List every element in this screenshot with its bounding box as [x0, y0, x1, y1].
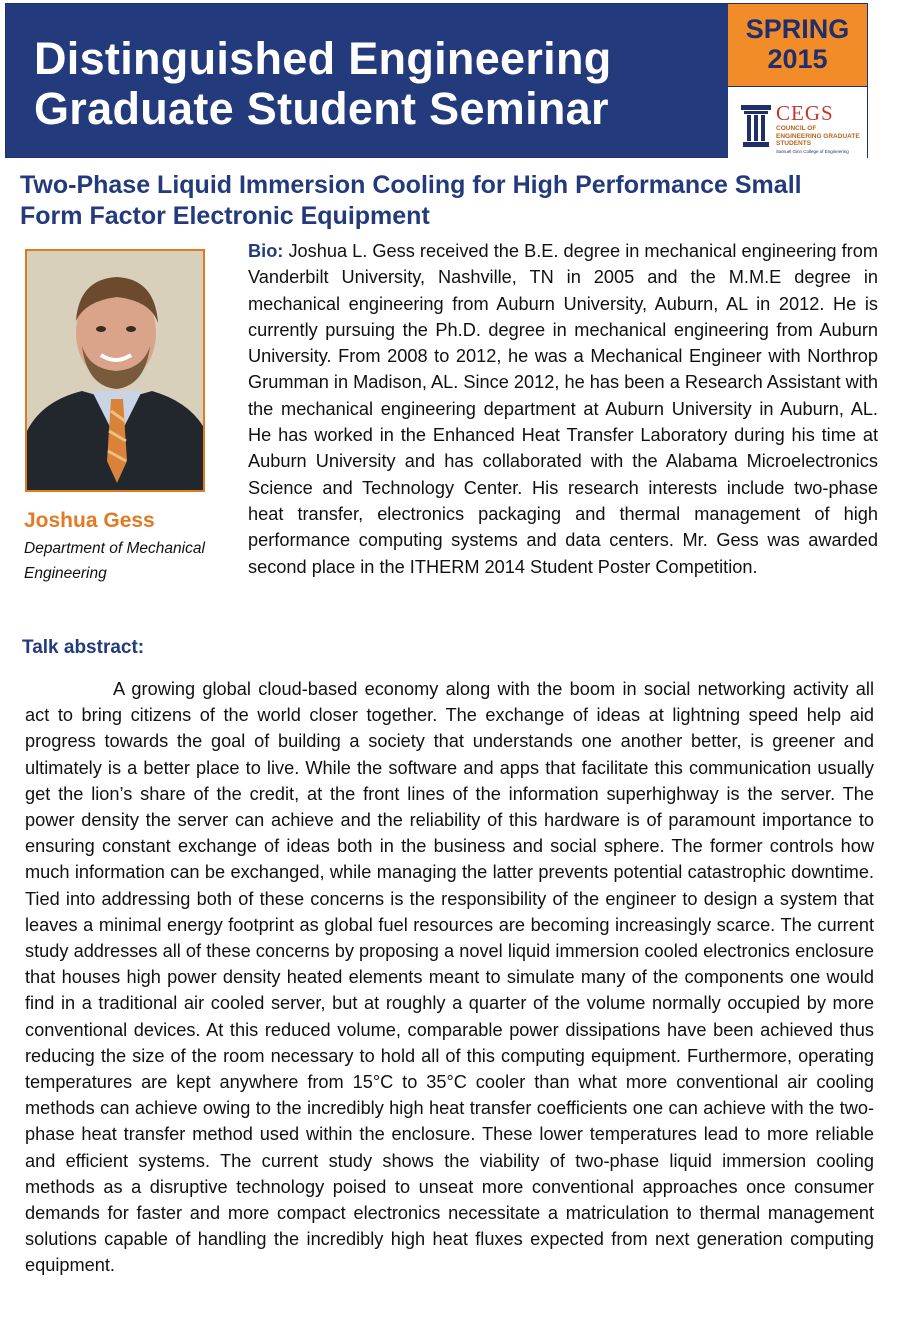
banner-title-panel [6, 4, 728, 157]
speaker-portrait-icon [27, 251, 203, 490]
season-badge [728, 4, 867, 86]
logo-acronym: CEGS [776, 101, 834, 125]
speaker-photo [25, 249, 205, 492]
talk-title: Two-Phase Liquid Immersion Cooling for High Performance Small Form Factor Electronic Equipment [20, 171, 802, 230]
column-icon [740, 104, 772, 148]
logo-subtitle: COUNCIL OF ENGINEERING GRADUATE STUDENTS [776, 125, 860, 147]
abstract-heading: Talk abstract: [22, 637, 145, 658]
banner-title: Distinguished Engineering Graduate Student Seminar [34, 33, 612, 134]
logo-college: Samuel Ginn College of Engineering [776, 149, 849, 154]
speaker-bio [248, 238, 878, 580]
season-label: SPRING 2015 [745, 14, 850, 74]
bio-text: Joshua L. Gess received the B.E. degree in mechanical engineering from Vanderbilt University, Nashville, TN in 2005 and the M.M.E degree in mechanical engineering from Auburn University, Auburn, AL in 2012. He is currently pursuing the Ph.D. degree in mechanical engineering from Auburn University. From 2008 to 2012, he was a Mechanical Engineer with Northrop Grumman in Madison, AL. Since 2012, he has been a Research Assistant with the mechanical engineering department at Auburn University in Auburn, AL. He has worked in the Enhanced Heat Transfer Laboratory during his time at Auburn University and has collaborated with the Alabama Microelectronics Science and Technology Center. His research interests include two-phase heat transfer, electronics packaging and thermal management of high performance computing systems and data centers. Mr. Gess was awarded second place in the ITHERM 2014 Student Poster Competition. [248, 241, 878, 577]
cegs-logo [728, 86, 867, 158]
speaker-name: Joshua Gess [24, 509, 155, 532]
speaker-department: Department of Mechanical Engineering [24, 540, 205, 582]
bio-label: Bio: [248, 241, 284, 261]
seminar-banner [5, 3, 868, 158]
abstract-body: A growing global cloud-based economy along with the boom in social networking activity all act to bring citizens of the world closer together. The exchange of ideas at lightning speed help aid progress towards the goal of building a society that understands one another better, is greener and ultimately is a better place to live. While the software and apps that facilitate this communication usually get the lion’s share of the credit, at the front lines of the information superhighway is the server. The power density the server can achieve and the reliability of this hardware is of paramount importance to ensuring constant exchange of ideas both in the business and social sphere. The former controls how much information can be exchanged, while managing the latter prevents potential catastrophic downtime. Tied into addressing both of these concerns is the responsibility of the engineer to design a system that leaves a minimal energy footprint as global fuel resources are becoming increasingly scarce. The current study addresses all of these concerns by proposing a novel liquid immersion cooled electronics enclosure that houses high power density heated elements meant to simulate many of the components one would find in a traditional air cooled server, but at roughly a quarter of the volume normally occupied by more conventional devices. At this reduced volume, comparable power dissipations have been achieved thus reducing the size of the room necessary to hold all of this computing equipment. Furthermore, operating temperatures are kept anywhere from 15°C to 35°C cooler than what more conventional air cooling methods can achieve owing to the incredibly high heat transfer coefficients one can achieve with the two-phase heat transfer method used within the enclosure. These lower temperatures lead to more reliable and efficient systems. The current study shows the viability of two-phase liquid immersion cooling methods as a disruptive technology poised to unseat more conventional approaches once consumer demands for faster and more compact electronics necessitate a matriculation to thermal management solutions capable of handling the incredibly high heat fluxes expected from next generation computing equipment. [25, 679, 874, 1276]
